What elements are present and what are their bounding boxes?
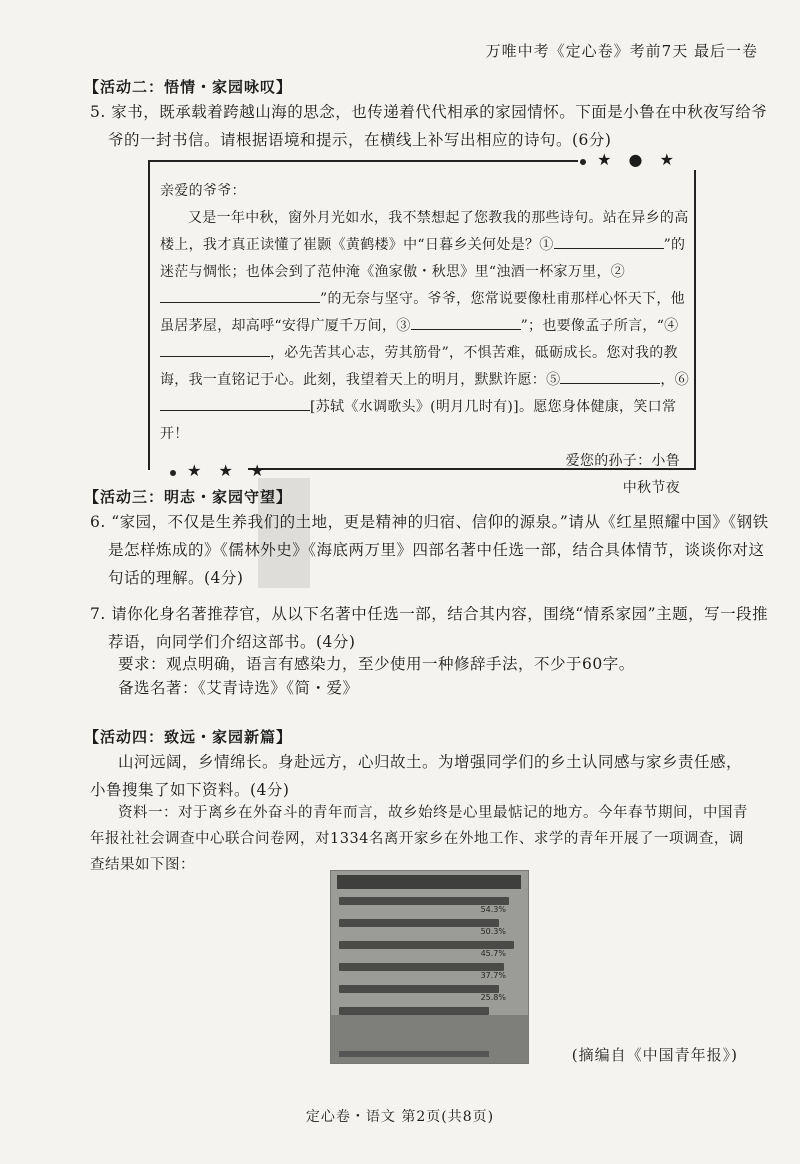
material-1: 资料一：对于离乡在外奋斗的青年而言，故乡始终是心里最惦记的地方。今年春节期间，中国青年报社社会调查中心联合问卷网，对1334名离开家乡在外地工作、求学的青年开展了一项调查，调查结果如下图： (90, 805, 748, 873)
figure-title-bar (337, 875, 521, 889)
activity-4-intro: 山河远阔，乡情绵长。身赴远方，心归故土。为增强同学们的乡土认同感与家乡责任感，小鲁搜集了如下资料。(4分) (90, 753, 743, 799)
letter-text-1: 又是一年中秋，窗外月光如水，我不禁想起了您教我的那些诗句。站在异乡的高楼上，我才真正读懂了崔颢《黄鹤楼》中“日暮乡关何处是？① (160, 210, 689, 253)
blank-1[interactable] (554, 232, 664, 249)
figure-row (339, 941, 514, 949)
figure-caption: (摘编自《中国青年报》) (571, 1046, 738, 1064)
activity-4-heading: 【活动四：致远・家园新篇】 (84, 728, 293, 746)
figure-label: 54.3% (480, 905, 506, 914)
figure-label: 37.7% (480, 971, 506, 980)
survey-figure (330, 870, 529, 1064)
letter-text-2: ”的迷茫与惆怅；也体会到了范仲淹《渔家傲・秋思》里“浊酒一杯家万里，② (160, 237, 686, 280)
question-7-books: 备选名著：《艾青诗选》《简・爱》 (118, 679, 359, 697)
figure-row (339, 897, 509, 905)
figure-row (339, 963, 504, 971)
question-5: 5. 家书，既承载着跨越山海的思念，也传递着代代相承的家园情怀。下面是小鲁在中秋夜写给爷爷的一封书信。请根据语境和提示，在横线上补写出相应的诗句。(6分) (90, 103, 768, 149)
star-decoration-top: ★ ● ★ (580, 150, 680, 169)
blank-5[interactable] (560, 367, 660, 384)
page-header: 万唯中考《定心卷》考前7天 最后一卷 (485, 42, 758, 60)
activity-2-heading: 【活动二：悟情・家园咏叹】 (84, 78, 293, 96)
letter-date: 中秋节夜 (622, 480, 680, 496)
figure-row (339, 985, 499, 993)
figure-source-line (339, 1051, 489, 1057)
figure-label: 45.7% (480, 949, 506, 958)
letter-text-7: [苏轼《水调歌头》(明月几时有)]。愿您身体健康，笑口常开！ (160, 399, 677, 442)
star-decoration-bottom: ★ ★ ★ (170, 461, 270, 480)
blank-3[interactable] (411, 313, 521, 330)
question-6: 6. “家园，不仅是生养我们的土地，更是精神的归宿、信仰的源泉。”请从《红星照耀中国》《钢铁是怎样炼成的》《儒林外史》《海底两万里》四部名著中任选一部，结合具体情节，谈谈你对这句话的理解。(4分) (90, 513, 769, 587)
letter-text-6: ，⑥ (660, 372, 690, 388)
figure-row (339, 919, 499, 927)
figure-label: 25.8% (480, 993, 506, 1002)
letter-greeting: 亲爱的爷爷： (160, 183, 246, 199)
page-footer: 定心卷・语文 第2页(共8页) (305, 1109, 495, 1125)
letter-text-4: ”；也要像孟子所言，“④ (520, 318, 679, 334)
letter-body (160, 178, 690, 502)
blank-4[interactable] (160, 340, 270, 357)
letter-text-5: ，必先苦其心志，劳其筋骨”，不惧苦难，砥砺成长。您对我的教诲，我一直铭记于心。此刻，我望着天上的明月，默默许愿：⑤ (160, 345, 678, 388)
question-7: 7. 请你化身名著推荐官，从以下名著中任选一部，结合其内容，围绕“情系家园”主题，写一段推荐语，向同学们介绍这部书。(4分) (90, 605, 769, 651)
figure-label: 50.3% (480, 927, 506, 936)
letter-paragraph (160, 205, 690, 448)
blank-6[interactable] (160, 394, 310, 411)
question-7-requirement: 要求：观点明确，语言有感染力，至少使用一种修辞手法，不少于60字。 (118, 655, 635, 673)
activity-3-heading: 【活动三：明志・家园守望】 (84, 488, 293, 506)
figure-row (339, 1007, 489, 1015)
blank-2[interactable] (160, 286, 320, 303)
letter-signature: 爱您的孙子：小鲁 (565, 453, 680, 469)
letter-text-3: ”的无奈与坚守。爷爷，您常说要像杜甫那样心怀天下，他虽居茅屋，却高呼“安得广厦千万间，③ (160, 291, 685, 334)
